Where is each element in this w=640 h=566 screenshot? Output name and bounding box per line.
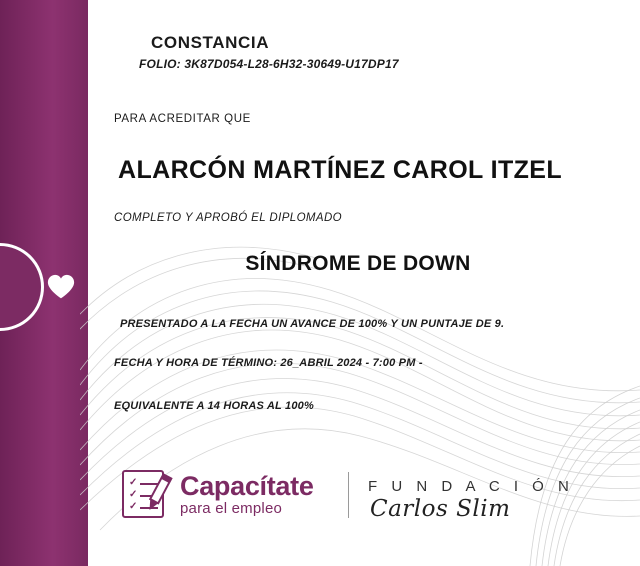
progress-line: PRESENTADO A LA FECHA UN AVANCE DE 100% Y UN PUNTAJE DE 9. (120, 318, 505, 330)
fundacion-text: F U N D A C I Ó N (368, 478, 574, 495)
folio-number: FOLIO: 3K87D054-L28-6H32-30649-U17DP17 (139, 57, 399, 71)
check-mark-1: ✓ (129, 477, 138, 488)
completion-label: COMPLETO Y APROBÓ EL DIPLOMADO (114, 212, 343, 224)
logo-divider (348, 472, 349, 518)
course-name: SÍNDROME DE DOWN (245, 252, 471, 275)
heart-icon (46, 272, 76, 302)
intro-text: PARA ACREDITAR QUE (114, 113, 251, 125)
capacitate-wordmark (180, 472, 314, 517)
pencil-icon (140, 472, 176, 514)
recipient-name: ALARCÓN MARTÍNEZ CAROL ITZEL (118, 156, 563, 184)
certificate-content (108, 0, 620, 566)
page-title: CONSTANCIA (151, 33, 270, 52)
check-mark-2: ✓ (129, 489, 138, 500)
check-mark-3: ✓ (129, 501, 138, 512)
capacitate-main-text: Capacítate (180, 471, 314, 501)
hours-line: EQUIVALENTE A 14 HORAS AL 100% (114, 400, 314, 412)
footer-logos (116, 468, 616, 538)
carlos-slim-signature: Carlos Slim (370, 496, 511, 522)
date-line: FECHA Y HORA DE TÉRMINO: 26_ABRIL 2024 - 7:00 PM - (114, 357, 423, 369)
capacitate-sub-text: para el empleo (180, 500, 283, 517)
